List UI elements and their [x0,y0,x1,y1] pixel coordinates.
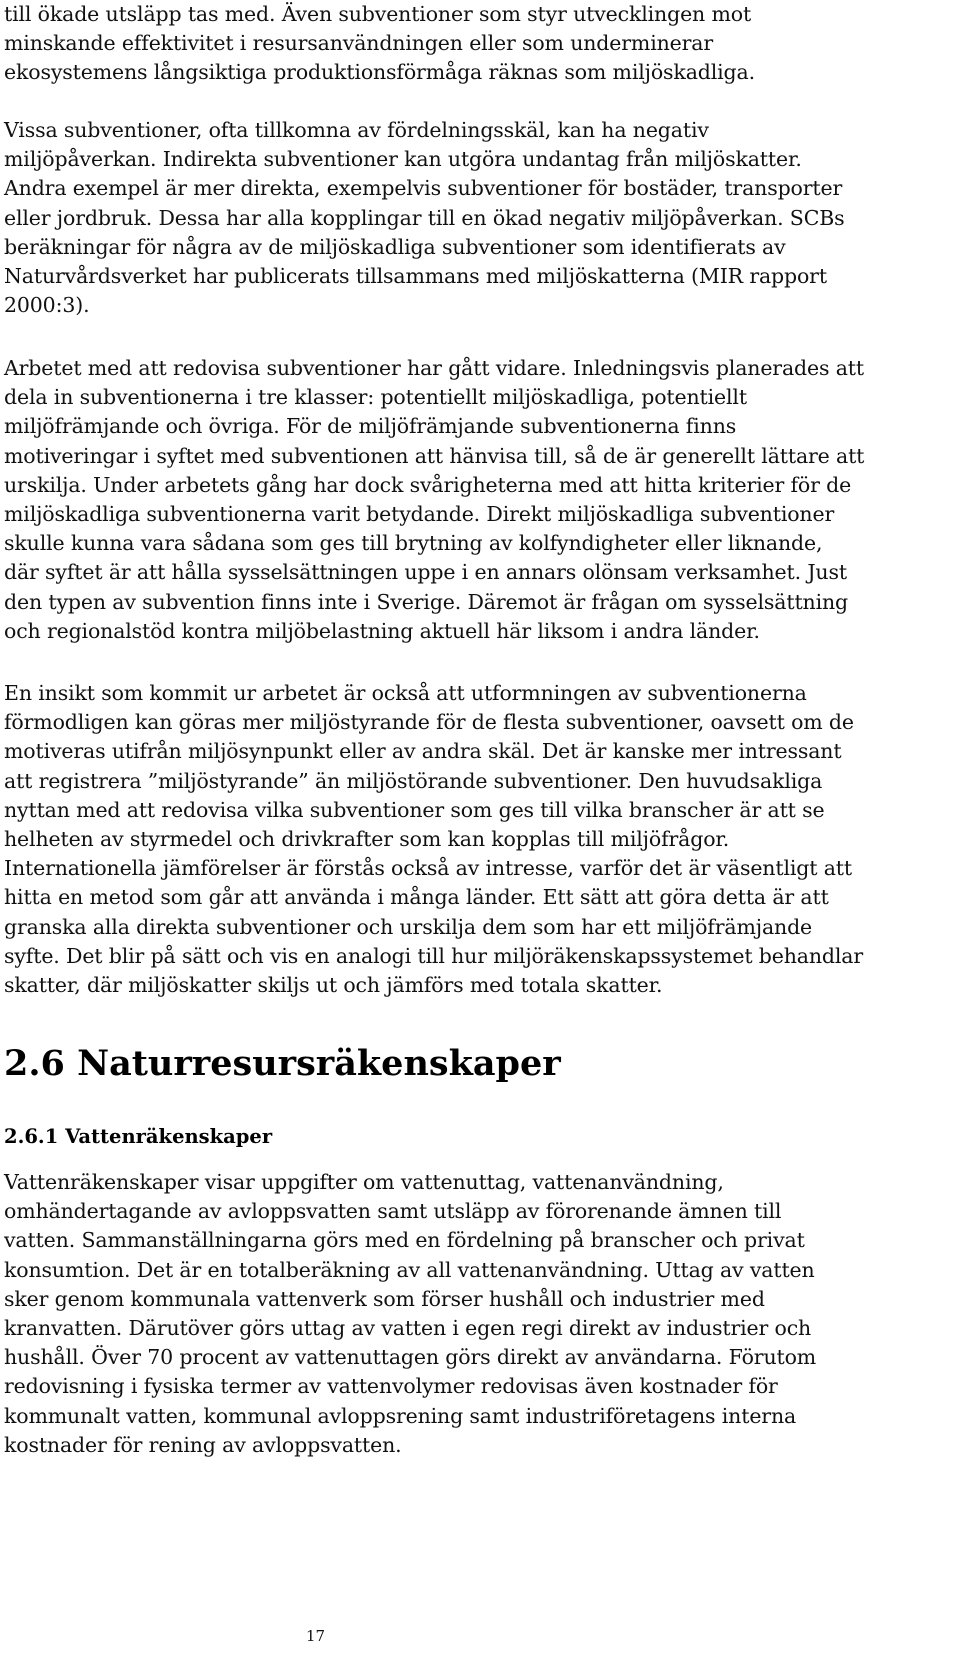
section-heading: 2.6 Naturresursräkenskaper [4,1043,561,1084]
text-line: minskande effektivitet i resursanvändningen eller som underminerar [4,31,714,56]
text-line: konsumtion. Det är en totalberäkning av all vattenanvändning. Uttag av vatten [4,1257,815,1282]
text-line: motiveras utifrån miljösynpunkt eller av andra skäl. Det är kanske mer intressant [4,739,842,764]
text-line: förmodligen kan göras mer miljöstyrande för de flesta subventioner, oavsett om de [4,710,854,735]
paragraph-water-accounts [4,1168,914,1460]
text-line: vatten. Sammanställningarna görs med en fördelning på branscher och privat [4,1228,805,1253]
text-line: kostnader för rening av avloppsvatten. [4,1432,402,1457]
text-line: eller jordbruk. Dessa har alla kopplingar till en ökad negativ miljöpåverkan. SCBs [4,205,845,230]
text-line: den typen av subvention finns inte i Sverige. Däremot är frågan om sysselsättning [4,589,849,614]
paragraph-subsidy-definition [4,0,914,88]
text-line: hitta en metod som går att använda i många länder. Ett sätt att göra detta är att [4,885,829,910]
text-line: miljöfrämjande och övriga. För de miljöfrämjande subventionerna finns [4,414,737,439]
text-line: till ökade utsläpp tas med. Även subventioner som styr utvecklingen mot [4,2,752,26]
text-line: redovisning i fysiska termer av vattenvolymer redovisas även kostnader för [4,1374,778,1399]
paragraph-work-progress [4,354,914,646]
text-line: där syftet är att hålla sysselsättningen uppe i en annars olönsam verksamhet. Just [4,560,847,585]
text-line: skatter, där miljöskatter skiljs ut och jämförs med totala skatter. [4,973,663,998]
text-line: dela in subventionerna i tre klasser: potentiellt miljöskadliga, potentiellt [4,385,747,410]
text-line: Arbetet med att redovisa subventioner har gått vidare. Inledningsvis planerades att [4,356,864,380]
paragraph-insight [4,679,914,1000]
text-line: En insikt som kommit ur arbetet är också att utformningen av subventionerna [4,681,807,705]
text-line: urskilja. Under arbetets gång har dock svårigheterna med att hitta kriterier för de [4,472,852,497]
text-line: granska alla direkta subventioner och urskilja dem som har ett miljöfrämjande [4,914,813,939]
text-line: omhändertagande av avloppsvatten samt utsläpp av förorenande ämnen till [4,1199,782,1224]
paragraph-negative-impact [4,116,914,320]
text-line: 2000:3). [4,293,90,318]
text-line: hushåll. Över 70 procent av vattenuttagen görs direkt av användarna. Förutom [4,1345,817,1370]
text-line: beräkningar för några av de miljöskadliga subventioner som identifierats av [4,234,786,259]
text-line: skulle kunna vara sådana som ges till brytning av kolfyndigheter eller liknande, [4,531,823,556]
text-line: miljöskadliga subventionerna varit betydande. Direkt miljöskadliga subventioner [4,502,835,527]
text-line: sker genom kommunala vattenverk som förser hushåll och industrier med [4,1286,765,1311]
text-line: Naturvårdsverket har publicerats tillsammans med miljöskatterna (MIR rapport [4,264,827,289]
page-number: 17 [306,1627,326,1645]
text-line: Andra exempel är mer direkta, exempelvis subventioner för bostäder, transporter [4,176,843,201]
subsection-heading: 2.6.1 Vattenräkenskaper [4,1125,273,1148]
text-line: miljöpåverkan. Indirekta subventioner kan utgöra undantag från miljöskatter. [4,147,802,172]
text-line: och regionalstöd kontra miljöbelastning aktuell här liksom i andra länder. [4,618,760,643]
text-line: ekosystemens långsiktiga produktionsförmåga räknas som miljöskadliga. [4,60,755,85]
text-line: nyttan med att redovisa vilka subventioner som ges till vilka branscher är att se [4,797,825,822]
text-line: helheten av styrmedel och drivkrafter som kan kopplas till miljöfrågor. [4,827,730,852]
text-line: motiveringar i syftet med subventionen att hänvisa till, så de är generellt lättare att [4,443,865,468]
text-line: Internationella jämförelser är förstås också av intresse, varför det är väsentligt att [4,856,852,881]
text-line: att registrera ”miljöstyrande” än miljöstörande subventioner. Den huvudsakliga [4,768,823,793]
text-line: Vissa subventioner, ofta tillkomna av fördelningsskäl, kan ha negativ [4,118,709,142]
text-line: kommunalt vatten, kommunal avloppsrening samt industriföretagens interna [4,1403,797,1428]
text-line: kranvatten. Därutöver görs uttag av vatten i egen regi direkt av industrier och [4,1316,812,1341]
text-line: syfte. Det blir på sätt och vis en analogi till hur miljöräkenskapssystemet behandlar [4,943,864,968]
text-line: Vattenräkenskaper visar uppgifter om vattenuttag, vattenanvändning, [4,1170,724,1194]
